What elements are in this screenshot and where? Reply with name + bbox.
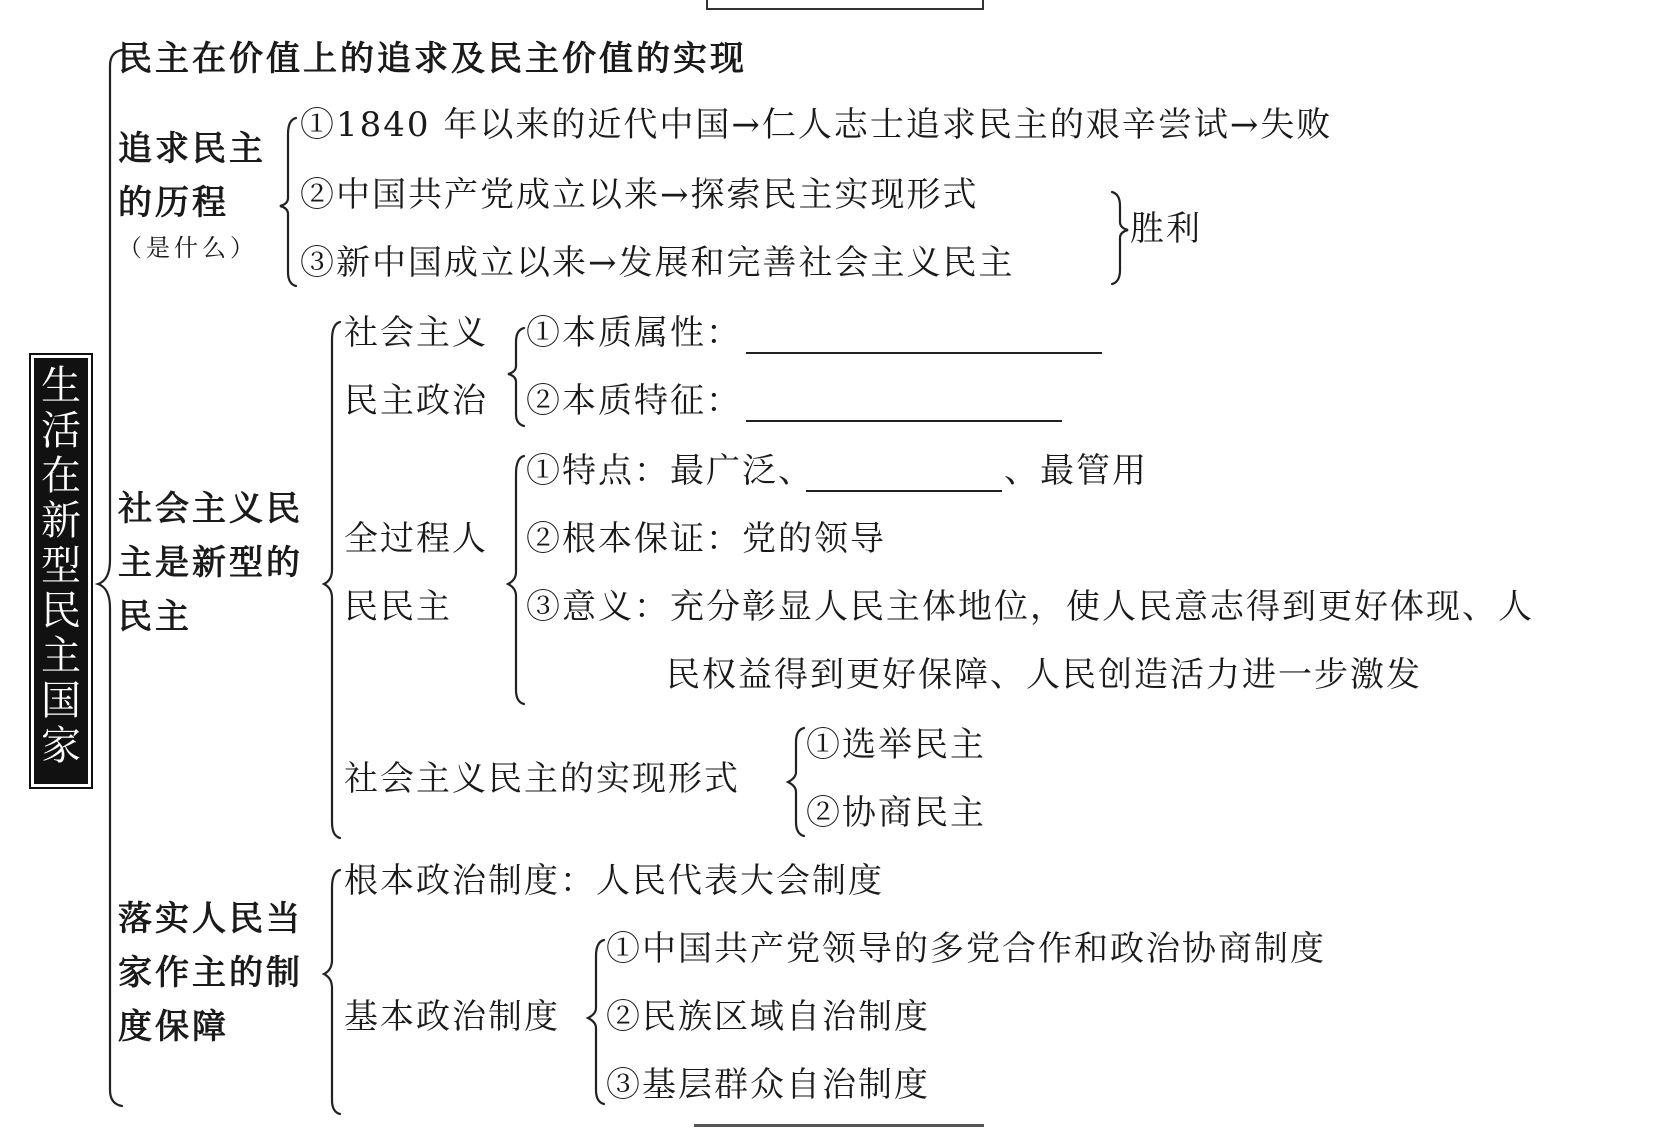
- section2-label-line1: 社会主义民: [118, 489, 303, 529]
- section3-label-line1: 落实人民当: [118, 899, 303, 939]
- section1-item-3: ③新中国成立以来→发展和完善社会主义民主: [300, 243, 1015, 283]
- sub1-item-2: ②本质特征：: [526, 381, 742, 421]
- sub1-item-1: ①本质属性：: [526, 313, 742, 353]
- sub2-item-3a: ③意义：充分彰显人民主体地位，使人民意志得到更好体现、人: [526, 587, 1534, 627]
- sub2-item-1b: 、最管用: [1004, 451, 1148, 491]
- section1-item-1: ①1840 年以来的近代中国→仁人志士追求民主的艰辛尝试→失败: [300, 105, 1333, 145]
- blank-line-essence: [746, 352, 1102, 354]
- section3-brace: [324, 870, 340, 1114]
- sub1-brace: [508, 328, 524, 426]
- sub2-item-1a: ①特点：最广泛、: [526, 451, 814, 491]
- section2-label-line2: 主是新型的: [118, 543, 303, 583]
- blank-line-characteristic: [806, 490, 1002, 492]
- vertical-title: 生活在新型民主国家: [41, 363, 81, 769]
- victory-brace: [1112, 192, 1128, 284]
- bottom-decoration: [694, 1124, 984, 1131]
- sub1-label-line1: 社会主义: [344, 313, 488, 353]
- section1-label-line2: 的历程: [118, 183, 229, 223]
- fundamental-system: 根本政治制度：人民代表大会制度: [344, 861, 884, 901]
- basic-system-label: 基本政治制度: [344, 997, 560, 1037]
- section1-item-2: ②中国共产党成立以来→探索民主实现形式: [300, 175, 979, 215]
- section1-label-line1: 追求民主: [118, 129, 266, 169]
- sub2-item-2: ②根本保证：党的领导: [526, 519, 886, 559]
- sub1-label-line2: 民主政治: [344, 381, 488, 421]
- sub2-label-line1: 全过程人: [344, 519, 488, 559]
- section1-brace: [280, 118, 296, 286]
- sub2-brace: [508, 456, 524, 704]
- basic-item-3: ③基层群众自治制度: [606, 1065, 930, 1105]
- basic-item-1: ①中国共产党领导的多党合作和政治协商制度: [606, 929, 1326, 969]
- blank-line-feature: [746, 420, 1062, 422]
- section3-label-line2: 家作主的制: [118, 953, 303, 993]
- basic-brace: [588, 940, 604, 1104]
- basic-item-2: ②民族区域自治制度: [606, 997, 930, 1037]
- victory-label: 胜利: [1130, 209, 1202, 249]
- sub2-item-3b: 民权益得到更好保障、人民创造活力进一步激发: [666, 655, 1422, 695]
- section3-label-line3: 度保障: [118, 1007, 229, 1047]
- section1-label-line3: （是什么）: [118, 234, 258, 262]
- sub3-item-1: ①选举民主: [806, 725, 986, 765]
- section2-label-line3: 民主: [118, 597, 192, 637]
- sub2-label-line2: 民民主: [344, 587, 452, 627]
- section2-brace: [324, 322, 340, 838]
- header-title: 民主在价值上的追求及民主价值的实现: [118, 39, 747, 79]
- sub3-label: 社会主义民主的实现形式: [344, 759, 740, 799]
- sub3-item-2: ②协商民主: [806, 793, 986, 833]
- sub3-brace: [788, 728, 804, 836]
